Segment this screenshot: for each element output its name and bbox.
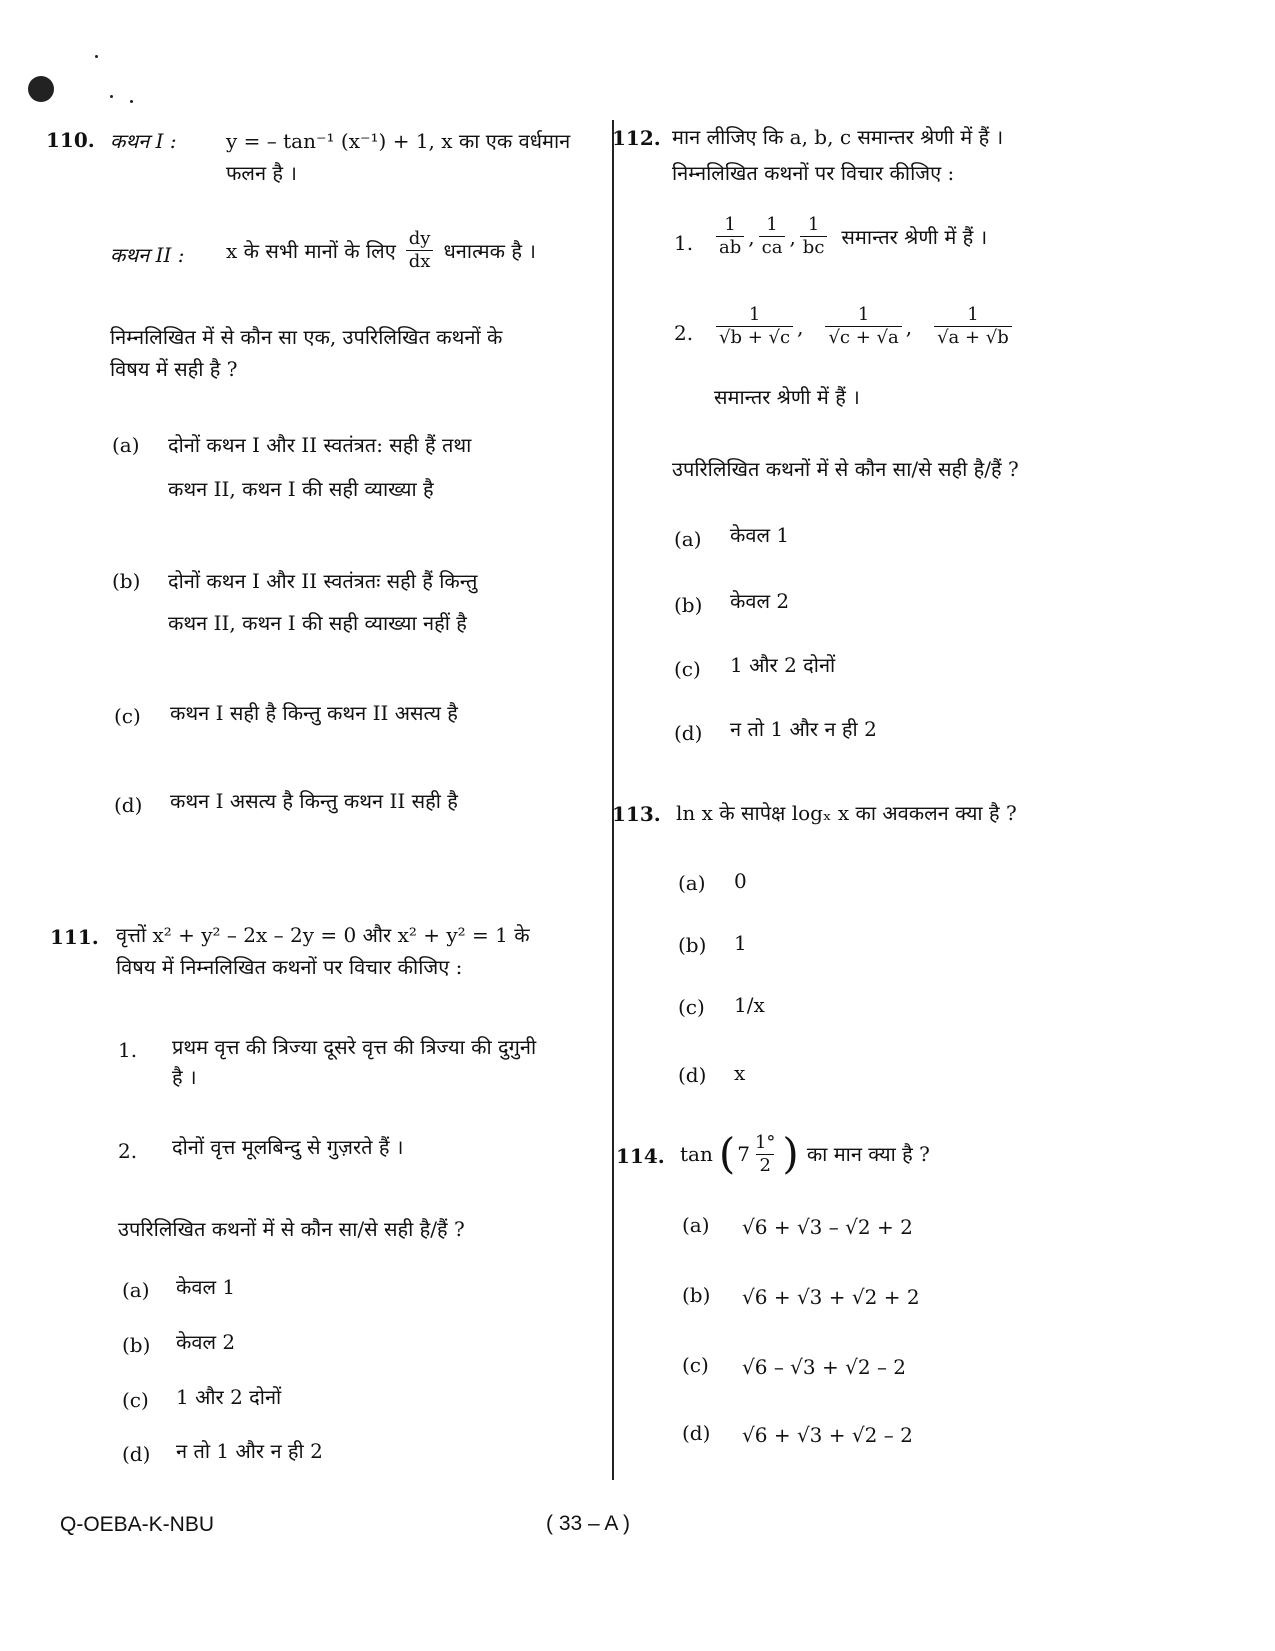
- fraction-numerator: dy: [408, 228, 431, 249]
- option-key: (c): [122, 1388, 149, 1412]
- fraction: [759, 214, 786, 259]
- statement-key: 1.: [118, 1038, 138, 1062]
- statement-text: है ।: [172, 1065, 197, 1089]
- option-text: x: [734, 1061, 746, 1085]
- option-key: (d): [674, 721, 703, 745]
- question-text: वृत्तों x² + y² – 2x – 2y = 0 और x² + y² = 1 के: [116, 923, 530, 947]
- option-text: केवल 2: [730, 589, 790, 613]
- option-key: (d): [682, 1421, 711, 1445]
- question-number: 112.: [612, 126, 661, 150]
- option-text: 1: [734, 931, 747, 955]
- statement-text: [226, 228, 536, 273]
- booklet-code: Q-OEBA-K-NBU: [60, 1513, 215, 1536]
- fraction-numerator: 1: [748, 304, 761, 325]
- option-key: (b): [112, 569, 141, 593]
- fraction-numerator: 1: [807, 214, 820, 235]
- fraction: [716, 214, 744, 259]
- statement-key: 1.: [674, 231, 694, 255]
- option-text: √6 – √3 + √2 – 2: [742, 1355, 907, 1379]
- option-text: कथन II, कथन I की सही व्याख्या है: [168, 477, 434, 501]
- option-key: (a): [678, 871, 706, 895]
- fraction: [825, 304, 901, 349]
- statement-text-post: धनात्मक है ।: [443, 238, 536, 263]
- question-number: 113.: [612, 802, 661, 826]
- option-key: (a): [682, 1213, 710, 1237]
- column-divider: [612, 120, 614, 1480]
- statement-label: कथन II :: [110, 243, 185, 267]
- comma: ,: [905, 314, 913, 339]
- option-text: √6 + √3 – √2 + 2: [742, 1215, 913, 1239]
- question-number: 111.: [50, 925, 99, 949]
- statement-key: 2.: [674, 321, 694, 345]
- scan-speck: [130, 100, 133, 103]
- close-paren: ): [782, 1129, 799, 1178]
- question-text: ln x के सापेक्ष logₓ x का अवकलन क्या है ?: [676, 801, 1017, 825]
- fraction: [934, 304, 1012, 349]
- option-text: 1/x: [734, 993, 765, 1017]
- statement-text: [712, 304, 1016, 349]
- option-key: (d): [678, 1063, 707, 1087]
- option-key: (b): [674, 593, 703, 617]
- fraction-denominator: √b + √c: [716, 326, 793, 349]
- statement-key: 2.: [118, 1139, 138, 1163]
- comma: ,: [748, 224, 755, 249]
- fraction-numerator: 1: [967, 304, 979, 325]
- comma: ,: [789, 224, 796, 249]
- statement-text: y = – tan⁻¹ (x⁻¹) + 1, x का एक वर्धमान: [226, 129, 571, 153]
- option-key: (c): [674, 657, 701, 681]
- comma: ,: [797, 314, 804, 339]
- option-text: √6 + √3 + √2 – 2: [742, 1423, 913, 1447]
- question-text: [680, 1126, 930, 1182]
- statement-post: समान्तर श्रेणी में हैं ।: [841, 224, 988, 249]
- option-text: 0: [734, 869, 747, 893]
- derivative-fraction: [406, 228, 434, 273]
- option-key: (b): [682, 1283, 711, 1307]
- fraction-numerator: 1: [857, 304, 870, 325]
- option-key: (a): [112, 433, 140, 457]
- option-key: (c): [682, 1353, 709, 1377]
- option-key: (d): [114, 793, 143, 817]
- option-key: (b): [122, 1333, 151, 1357]
- fraction-numerator: 1: [724, 214, 736, 235]
- mixed-whole: 7: [737, 1142, 750, 1166]
- fraction-denominator: ab: [716, 236, 744, 259]
- fraction-denominator: ca: [759, 236, 786, 259]
- fraction-denominator: 2: [756, 1154, 773, 1177]
- option-key: (b): [678, 933, 707, 957]
- scan-speck: [95, 55, 98, 58]
- option-key: (c): [114, 704, 141, 728]
- question-number: 110.: [46, 128, 95, 152]
- fraction-denominator: √a + √b: [934, 326, 1012, 349]
- question-prompt: उपरिलिखित कथनों में से कौन सा/से सही है/हैं ?: [118, 1217, 465, 1241]
- option-text: केवल 2: [176, 1330, 236, 1354]
- question-text: मान लीजिए कि a, b, c समान्तर श्रेणी में हैं ।: [672, 125, 1004, 149]
- statement-text: प्रथम वृत्त की त्रिज्या दूसरे वृत्त की त्रिज्या की दुगुनी: [172, 1035, 537, 1059]
- page-number: ( 33 – A ): [546, 1512, 631, 1535]
- option-text: दोनों कथन I और II स्वतंत्रत: सही हैं तथा: [168, 433, 472, 457]
- option-text: न तो 1 और न ही 2: [730, 717, 877, 741]
- fraction-numerator: 1: [766, 214, 778, 235]
- option-key: (a): [674, 527, 702, 551]
- option-text: √6 + √3 + √2 + 2: [742, 1285, 920, 1309]
- question-prompt: निम्नलिखित में से कौन सा एक, उपरिलिखित कथनों के: [110, 325, 503, 349]
- option-text: 1 और 2 दोनों: [730, 653, 836, 677]
- fraction: [716, 304, 793, 349]
- question-text: निम्नलिखित कथनों पर विचार कीजिए :: [672, 161, 955, 185]
- option-text: न तो 1 और न ही 2: [176, 1439, 323, 1463]
- fraction: [752, 1132, 778, 1177]
- option-text: कथन I सही है किन्तु कथन II असत्य है: [170, 701, 458, 725]
- statement-text: दोनों वृत्त मूलबिन्दु से गुज़रते हैं ।: [172, 1135, 404, 1159]
- option-text: केवल 1: [730, 523, 790, 547]
- option-key: (c): [678, 995, 705, 1019]
- question-post: का मान क्या है ?: [806, 1142, 930, 1166]
- statement-text: [712, 214, 987, 259]
- question-prompt: उपरिलिखित कथनों में से कौन सा/से सही है/हैं ?: [672, 457, 1019, 481]
- option-key: (d): [122, 1442, 151, 1466]
- option-text: 1 और 2 दोनों: [176, 1385, 282, 1409]
- option-text: केवल 1: [176, 1275, 236, 1299]
- question-prompt: विषय में सही है ?: [110, 357, 238, 381]
- statement-text-pre: x के सभी मानों के लिए: [226, 238, 396, 263]
- fraction-denominator: dx: [406, 250, 434, 273]
- tan-function: tan: [680, 1142, 713, 1166]
- option-text: दोनों कथन I और II स्वतंत्रतः सही हैं किन्तु: [168, 569, 478, 593]
- fraction-numerator: 1°: [754, 1131, 776, 1153]
- fraction-denominator: √c + √a: [825, 326, 901, 349]
- question-number: 114.: [616, 1144, 665, 1168]
- option-key: (a): [122, 1278, 150, 1302]
- option-text: कथन II, कथन I की सही व्याख्या नहीं है: [168, 611, 467, 635]
- scan-mark: [28, 76, 54, 102]
- option-text: कथन I असत्य है किन्तु कथन II सही है: [170, 789, 458, 813]
- question-text: विषय में निम्नलिखित कथनों पर विचार कीजिए :: [116, 955, 463, 979]
- statement-label: कथन I :: [110, 129, 177, 153]
- statement-post: समान्तर श्रेणी में हैं ।: [714, 385, 860, 409]
- fraction: [800, 214, 828, 259]
- statement-text: फलन है ।: [226, 161, 297, 185]
- fraction-denominator: bc: [800, 236, 828, 259]
- open-paren: (: [718, 1129, 736, 1178]
- scan-speck: [110, 95, 113, 98]
